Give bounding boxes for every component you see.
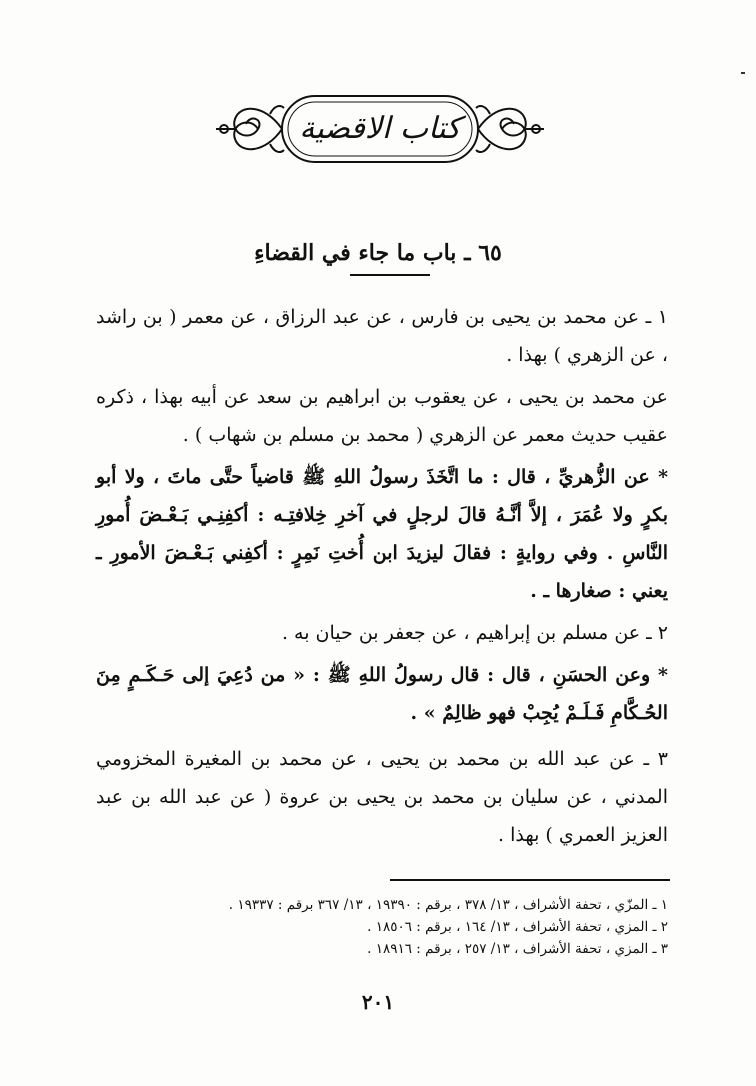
title-cartouche [210,84,550,174]
footnote-item: ١ ـ المزّي ، تحفة الأشراف ، ١٣/ ٣٧٨ ، برقم : ١٩٣٩٠ ، ١٣/ ٣٦٧ برقم : ١٩٣٣٧ . [228,897,668,913]
chapter-heading [180,240,576,266]
hadith-marker: * [658,664,668,686]
hadith-1-text: عن الزُّهريِّ ، قال : ما اتَّخَذَ رسولُ اللهِ ﷺ قاضياً حتَّى ماتَ ، ولا أبو بكرٍ ولا عُمَرَ ، إلاَّ أنَّـهُ قالَ لرجلٍ في آخرِ خِلافتِـه : أكفِنِـي بَـعْـضَ أُمورِ النَّاسِ . وفي روايةٍ : فقالَ ليزيدَ ابن أُختِ نَمِرٍ : أكفِني بَـعْـضَ الأمورِ ـ يعني : صغارها ـ . [96,466,668,602]
hadith-1 [96,458,668,610]
paragraph-2: عن محمد بن يحيى ، عن يعقوب بن ابراهيم بن سعد عن أبيه بهذا ، ذكره عقيب حديث معمر عن الزهري ( محمد بن مسلم بن شهاب ) . [96,386,668,446]
page-number: ٢٠١ [361,990,395,1014]
hadith-2 [96,656,668,732]
paragraph-6: ٣ ـ عن عبد الله بن محمد بن يحيى ، عن محمد بن المغيرة المخزومي المدني ، عن سليان بن محمد بن يحيى بن عروة ( عن عبد الله بن عبد العزيز العمري ) بهذا . [96,748,668,846]
footnote-divider [390,879,670,881]
hadith-marker: * [658,466,668,488]
footnote-item: ٢ ـ المزي ، تحفة الأشراف ، ١٣/ ١٦٤ ، برقم : ١٨٥٠٦ . [367,919,668,935]
paragraph-4: ٢ ـ عن مسلم بن إبراهيم ، عن جعفر بن حيان به . [281,622,668,644]
edge-mark [741,72,745,74]
chapter-number: ٦٥ ـ [464,240,502,266]
footnote-item: ٣ ـ المزي ، تحفة الأشراف ، ١٣/ ٢٥٧ ، برقم : ١٨٩١٦ . [367,941,668,957]
footnotes [150,894,668,960]
hadith-2-text: وعن الحسَنِ ، قال : قال رسولُ اللهِ ﷺ : « من دُعِيَ إلى حَـكَـمٍ مِنَ الحُـكَّامِ فَـلَـمْ يُجِبْ فهو ظالِمٌ » . [96,664,668,724]
book-title: كتاب الاقضية [299,111,461,146]
paragraph-1: ١ ـ عن محمد بن يحيى بن فارس ، عن عبد الرزاق ، عن معمر ( بن راشد ، عن الزهري ) بهذا . [96,306,668,366]
chapter-title: باب ما جاء في القضاءِ [254,240,457,266]
chapter-underline [350,274,430,276]
